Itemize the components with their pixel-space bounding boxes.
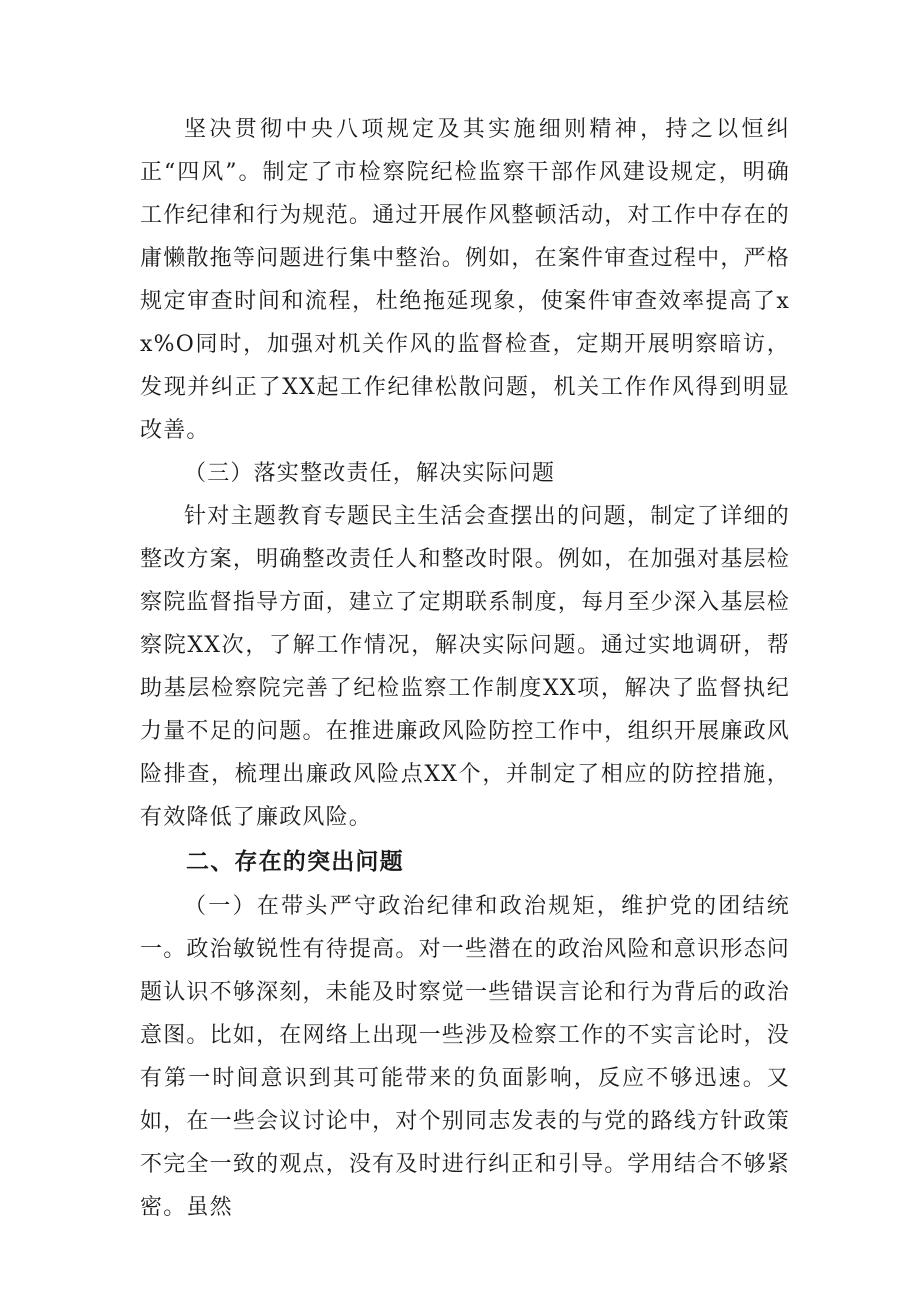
paragraph-style-rectification: 坚决贯彻中央八项规定及其实施细则精神，持之以恒纠正“四风”。制定了市检察院纪检监察干部作风建设规定，明确工作纪律和行为规范。通过开展作风整顿活动，对工作中存在的庸懒散拖等问题进行集中整治。例如，在案件审查过程中，严格规定审查时间和流程，杜绝拖延现象，使案件审查效率提高了xx%O同时，加强对机关作风的监督检查，定期开展明察暗访，发现并纠正了XX起工作纪律松散问题，机关工作作风得到明显改善。: [140, 117, 790, 443]
paragraph-rectification-plan: 针对主题教育专题民主生活会查摆出的问题，制定了详细的整改方案，明确整改责任人和整改时限。例如，在加强对基层检察院监督指导方面，建立了定期联系制度，每月至少深入基层检察院XX次，了解工作情况，解决实际问题。通过实地调研，帮助基层检察院完善了纪检监察工作制度XX项，解决了监督执纪力量不足的问题。在推进廉政风险防控工作中，组织开展廉政风险排查，梳理出廉政风险点XX个，并制定了相应的防控措施，有效降低了廉政风险。: [140, 504, 790, 830]
subheading-rectification-responsibility: （三）落实整改责任，解决实际问题: [184, 461, 556, 486]
paragraph-political-discipline: （一）在带头严守政治纪律和政治规矩，维护党的团结统一。政治敏锐性有待提高。对一些潜在的政治风险和意识形态问题认识不够深刻，未能及时察觉一些错误言论和行为背后的政治意图。比如，在网络上出现一些涉及检察工作的不实言论时，没有第一时间意识到其可能带来的负面影响，反应不够迅速。又如，在一些会议讨论中，对个别同志发表的与党的路线方针政策不完全一致的观点，没有及时进行纠正和引导。学用结合不够紧密。虽然: [140, 894, 790, 1220]
document-body: [140, 108, 790, 1229]
section-heading-problems: 二、存在的突出问题: [186, 849, 404, 875]
